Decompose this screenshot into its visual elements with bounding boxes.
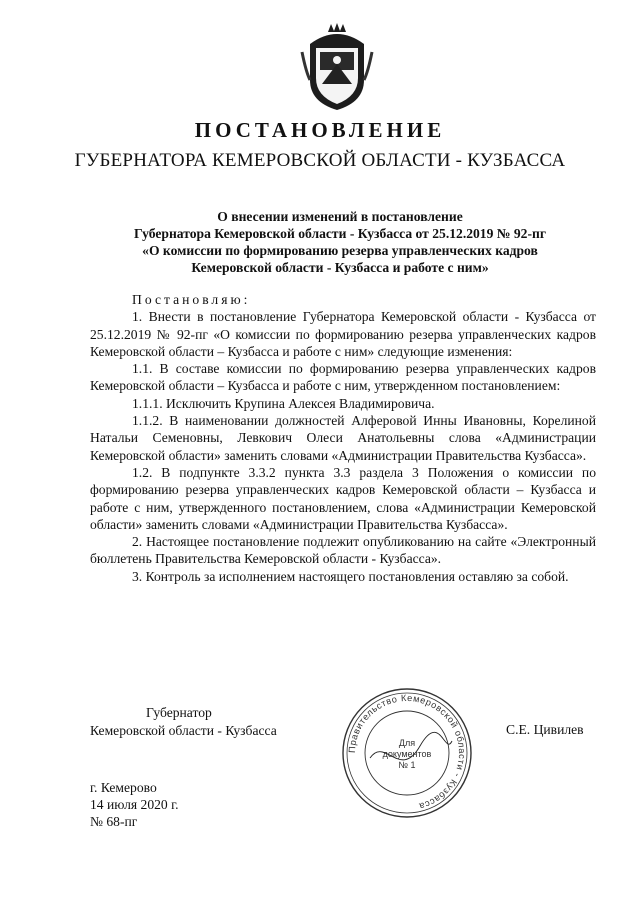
official-seal-stamp bbox=[340, 686, 474, 820]
paragraph-1-1-2: 1.1.2. В наименовании должностей Алферовой Инны Ивановны, Корелиной Натальи Семеновны, Левкович Олеси Анатольевны слова «Администрации Кемеровской области» заменить словами «Администрации Правительства Кузбасса». bbox=[90, 413, 596, 463]
coat-of-arms-icon bbox=[300, 22, 374, 112]
position-line: Губернатор bbox=[146, 705, 212, 720]
heading-line: «О комиссии по формированию резерва управленческих кадров bbox=[142, 243, 538, 258]
seal-center-line: Для bbox=[398, 738, 416, 748]
seal-center-line: № 1 bbox=[398, 760, 416, 770]
document-heading bbox=[90, 208, 590, 276]
heading-line: Губернатора Кемеровской области - Кузбасса от 25.12.2019 № 92-пг bbox=[134, 226, 546, 241]
paragraph-1-1-1: 1.1.1. Исключить Крупина Алексея Владимировича. bbox=[132, 395, 435, 411]
issuer-subtitle: ГУБЕРНАТОРА КЕМЕРОВСКОЙ ОБЛАСТИ - КУЗБАССА bbox=[74, 150, 566, 171]
paragraph-1: 1. Внести в постановление Губернатора Кемеровской области - Кузбасса от 25.12.2019 № 92-пг «О комиссии по формированию резерва управленческих кадров Кемеровской области – Кузбасса и работе с ним» следующие изменения: bbox=[90, 309, 596, 359]
seal-center-line: документов bbox=[382, 749, 432, 759]
heading-line: О внесении изменений в постановление bbox=[217, 209, 463, 224]
seal-ring-text: Правительство Кемеровской области - Кузбасса bbox=[346, 692, 468, 812]
document-number: № 68-пг bbox=[90, 814, 138, 829]
decree-word: Постановляю: bbox=[132, 292, 251, 307]
signatory-name: С.Е. Цивилев bbox=[506, 722, 584, 737]
heading-line: Кемеровской области - Кузбасса и работе с ним» bbox=[191, 260, 489, 275]
document-footer bbox=[90, 779, 179, 830]
paragraph-3: 3. Контроль за исполнением настоящего постановления оставляю за собой. bbox=[132, 568, 569, 584]
paragraph-2: 2. Настоящее постановление подлежит опубликованию на сайте «Электронный бюллетень Правительства Кемеровской области - Кузбасса». bbox=[90, 534, 596, 567]
document-body bbox=[90, 291, 596, 585]
document-date: 14 июля 2020 г. bbox=[90, 797, 179, 812]
position-line: Кемеровской области - Кузбасса bbox=[90, 723, 277, 738]
document-title: ПОСТАНОВЛЕНИЕ bbox=[194, 118, 446, 142]
paragraph-1-2: 1.2. В подпункте 3.3.2 пункта 3.3 раздела 3 Положения о комиссии по формированию резерва управленческих кадров Кемеровской области – Кузбасса и работе с ним, утвержденного постановлением, слова «Администрации Кемеровской области» заменить словами «Администрации Правительства Кузбасса». bbox=[90, 464, 596, 532]
signatory-position bbox=[90, 704, 277, 740]
city: г. Кемерово bbox=[90, 780, 157, 795]
paragraph-1-1: 1.1. В составе комиссии по формированию резерва управленческих кадров Кемеровской области – Кузбасса и работе с ним, утвержденном постановлением: bbox=[90, 361, 596, 394]
